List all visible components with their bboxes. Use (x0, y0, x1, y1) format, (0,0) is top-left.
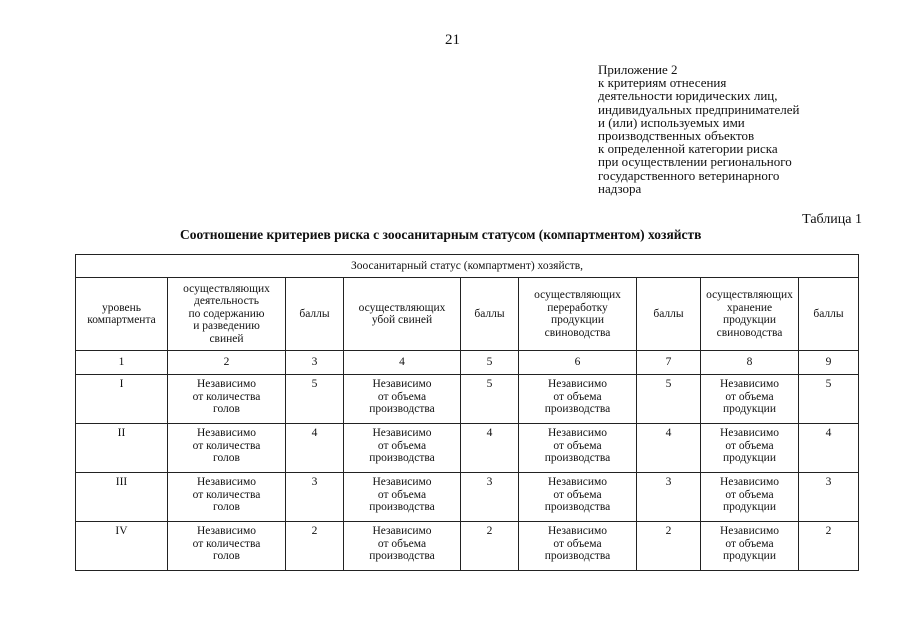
cell-text-line: Независимо (196, 427, 257, 439)
appendix-line: производственных объектов (598, 128, 755, 144)
appendix-line: индивидуальных предпринимателей (598, 101, 800, 117)
header-text-line: по содержанию (188, 307, 265, 320)
cell-text-line: Независимо (372, 525, 432, 537)
compartment-level-cell: IV (76, 522, 168, 571)
cell-text-line: от объема (377, 439, 427, 452)
cell-text-line: Независимо (196, 525, 257, 537)
cell-text-line: от объема (725, 488, 774, 501)
header-text-line: и разведению (193, 320, 260, 333)
table-cell: 5 (637, 375, 701, 424)
compartment-level-cell: I (76, 375, 168, 424)
header-text-line: свиноводства (716, 326, 783, 339)
header-text-line: деятельность (194, 295, 259, 308)
header-text-line: баллы (653, 307, 684, 320)
cell-text-line: от объема (377, 488, 427, 501)
header-text-line: баллы (299, 307, 330, 320)
cell-text-line: Независимо (547, 476, 608, 488)
cell-text-line: производства (369, 501, 435, 513)
table-row (76, 375, 859, 424)
header-text-line: свиноводства (544, 326, 611, 339)
header-points (286, 278, 344, 351)
header-text-line: продукции (551, 314, 604, 326)
header-text-line: осуществляющих (183, 282, 270, 295)
column-number: 9 (799, 351, 859, 375)
cell-text-line: от объема (377, 537, 427, 550)
cell-text-line: Независимо (719, 525, 780, 537)
cell-text-line: производства (369, 452, 435, 464)
cell-text-line: производства (544, 452, 611, 464)
table-cell: 5 (799, 375, 859, 424)
header-points (461, 278, 519, 351)
column-number: 8 (701, 351, 799, 375)
header-text-line: баллы (474, 307, 505, 320)
cell-text-line: продукции (723, 452, 776, 464)
cell-text-line: продукции (723, 550, 776, 562)
cell-text-line: от количества (192, 439, 261, 452)
cell-text-line: Независимо (372, 378, 432, 390)
table-label: Таблица 1 (802, 212, 862, 227)
table-row (76, 424, 859, 473)
column-number: 1 (76, 351, 168, 375)
cell-text-line: голов (213, 452, 240, 464)
header-text-line: свиней (209, 332, 244, 345)
cell-text-line: от объема (553, 390, 602, 403)
cell-text-line: от объема (553, 488, 602, 501)
column-number: 6 (519, 351, 637, 375)
table-cell: 4 (799, 424, 859, 473)
cell-text-line: голов (213, 403, 240, 415)
cell-text-line: от объема (377, 390, 427, 403)
header-text-line: переработку (547, 301, 608, 314)
appendix-note (598, 63, 898, 195)
header-text-line: баллы (813, 307, 844, 320)
table-cell: 2 (286, 522, 344, 571)
table-cell: 4 (637, 424, 701, 473)
appendix-line: при осуществлении регионального (598, 154, 792, 170)
appendix-line: Приложение 2 (598, 62, 678, 77)
table-cell (519, 473, 637, 522)
header-processing (519, 278, 637, 351)
header-keeping (168, 278, 286, 351)
cell-text-line: от объема (725, 537, 774, 550)
cell-text-line: от количества (192, 390, 261, 403)
table-cell (344, 522, 461, 571)
column-number: 3 (286, 351, 344, 375)
header-points (799, 278, 859, 351)
table-cell (344, 473, 461, 522)
cell-text-line: продукции (723, 403, 776, 415)
header-level (76, 278, 168, 351)
cell-text-line: производства (544, 550, 611, 562)
table-cell: 4 (461, 424, 519, 473)
table-cell: 5 (286, 375, 344, 424)
compartment-level-cell: III (76, 473, 168, 522)
table-row (76, 522, 859, 571)
cell-text-line: от объема (725, 390, 774, 403)
appendix-line: государственного ветеринарного (598, 167, 780, 183)
table-cell: 3 (799, 473, 859, 522)
cell-text-line: Независимо (547, 378, 608, 390)
group-header: Зоосанитарный статус (компартмент) хозяйств, (76, 255, 859, 278)
cell-text-line: Независимо (372, 427, 432, 439)
table-title: Соотношение критериев риска с зоосанитарным статусом (компартментом) хозяйств (180, 227, 702, 242)
cell-text-line: от количества (192, 488, 261, 501)
table-cell (701, 522, 799, 571)
table-cell (519, 375, 637, 424)
cell-text-line: Независимо (719, 378, 780, 390)
cell-text-line: производства (369, 403, 435, 415)
table-cell: 3 (286, 473, 344, 522)
cell-text-line: Независимо (372, 476, 432, 488)
appendix-line: деятельности юридических лиц, (598, 88, 778, 104)
header-text-line: продукции (723, 314, 776, 326)
cell-text-line: Независимо (719, 427, 780, 439)
appendix-line: и (или) используемых ими (598, 114, 745, 130)
cell-text-line: Независимо (547, 427, 608, 439)
appendix-line: к критериям отнесения (598, 75, 727, 91)
cell-text-line: производства (369, 550, 435, 562)
column-number: 5 (461, 351, 519, 375)
header-text-line: осуществляющих (358, 301, 446, 314)
table-cell: 2 (637, 522, 701, 571)
table-cell: 2 (799, 522, 859, 571)
header-text-line: осуществляющих (706, 289, 793, 301)
table-cell (168, 375, 286, 424)
header-slaughter (344, 278, 461, 351)
table-cell (344, 375, 461, 424)
table-cell: 3 (461, 473, 519, 522)
table-cell: 3 (637, 473, 701, 522)
criteria-table (75, 254, 859, 571)
table-cell: 5 (461, 375, 519, 424)
cell-text-line: Независимо (196, 476, 257, 488)
cell-text-line: от объема (725, 439, 774, 452)
cell-text-line: Независимо (196, 378, 257, 390)
cell-text-line: Независимо (547, 525, 608, 537)
header-points (637, 278, 701, 351)
table-cell (701, 424, 799, 473)
table-cell: 4 (286, 424, 344, 473)
header-text-line: хранение (726, 301, 773, 314)
table-cell: 2 (461, 522, 519, 571)
cell-text-line: производства (544, 403, 611, 415)
cell-text-line: от количества (192, 537, 261, 550)
page-number: 21 (445, 32, 460, 48)
table-cell (168, 473, 286, 522)
table-cell (344, 424, 461, 473)
table-cell (168, 424, 286, 473)
appendix-line: надзора (598, 180, 642, 196)
column-number: 2 (168, 351, 286, 375)
table-cell (519, 522, 637, 571)
header-text-line: уровень (101, 301, 142, 314)
table-cell (519, 424, 637, 473)
cell-text-line: голов (213, 550, 240, 562)
header-text-line: компартмента (87, 314, 156, 326)
cell-text-line: голов (213, 501, 240, 513)
cell-text-line: от объема (553, 537, 602, 550)
column-number: 7 (637, 351, 701, 375)
column-number: 4 (344, 351, 461, 375)
appendix-line: к определенной категории риска (598, 141, 778, 157)
cell-text-line: от объема (553, 439, 602, 452)
cell-text-line: Независимо (719, 476, 780, 488)
table-cell (168, 522, 286, 571)
table-cell (701, 473, 799, 522)
table-cell (701, 375, 799, 424)
cell-text-line: продукции (723, 501, 776, 513)
table-row (76, 473, 859, 522)
header-storage (701, 278, 799, 351)
compartment-level-cell: II (76, 424, 168, 473)
header-text-line: осуществляющих (534, 289, 621, 301)
cell-text-line: производства (544, 501, 611, 513)
header-text-line: убой свиней (371, 314, 433, 326)
